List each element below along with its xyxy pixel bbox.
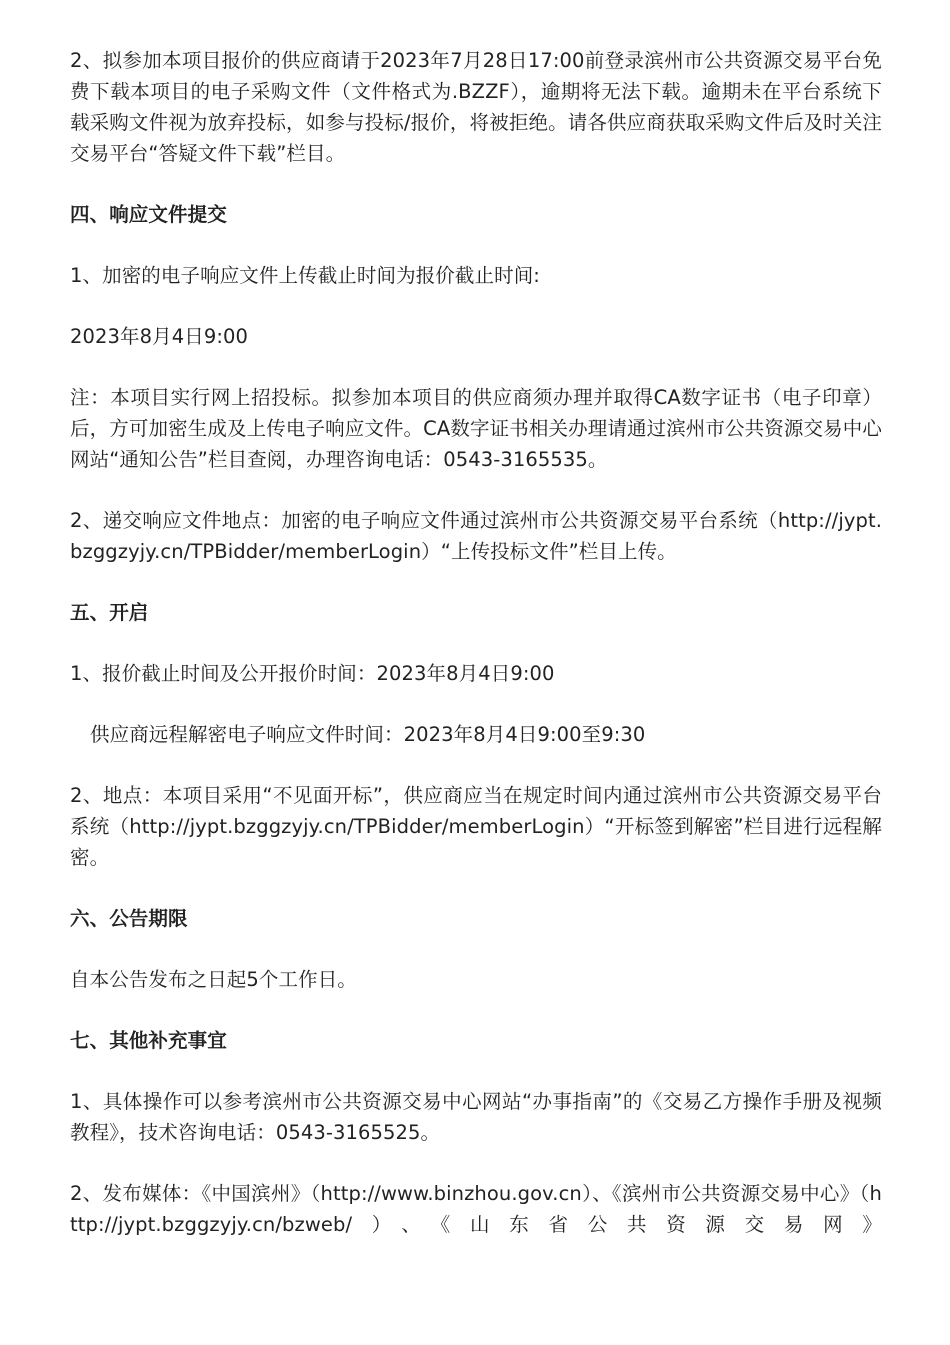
- operation-guide-paragraph: 1、具体操作可以参考滨州市公共资源交易中心网站“办事指南”的《交易乙方操作手册及视频教程》，技术咨询电话：0543-3165525。: [70, 1090, 882, 1144]
- section-heading-other-matters: 七、其他补充事宜: [70, 1029, 227, 1052]
- opening-location-paragraph: 2、地点：本项目采用“不见面开标”，供应商应当在规定时间内通过滨州市公共资源交易平台系统（http://jypt.bzggzyjy.cn/TPBidder/memberLogin）“开标签到解密”栏目进行远程解密。: [70, 784, 882, 869]
- upload-deadline-value: 2023年8月4日9:00: [70, 325, 249, 348]
- purchase-download-paragraph: 2、拟参加本项目报价的供应商请于2023年7月28日17:00前登录滨州市公共资源交易平台免费下载本项目的电子采购文件（文件格式为.BZZF），逾期将无法下载。逾期未在平台系统下载采购文件视为放弃投标，如参与投标/报价，将被拒绝。请各供应商获取采购文件后及时关注交易平台“答疑文件下载”栏目。: [70, 49, 882, 165]
- upload-deadline-label: 1、加密的电子响应文件上传截止时间为报价截止时间:: [70, 264, 540, 287]
- section-heading-notice-period: 六、公告期限: [70, 907, 188, 930]
- section-heading-opening: 五、开启: [70, 601, 149, 624]
- publication-media-paragraph: 2、发布媒体：《中国滨州》（http://www.binzhou.gov.cn）、《滨州市公共资源交易中心》（http://jypt.bzggzyjy.cn/bzweb/）、《山东省公共资源交易网》: [70, 1182, 882, 1236]
- remote-decrypt-time-paragraph: 供应商远程解密电子响应文件时间：2023年8月4日9:00至9:30: [90, 723, 646, 746]
- ca-certificate-note: 注：本项目实行网上招投标。拟参加本项目的供应商须办理并取得CA数字证书（电子印章）后，方可加密生成及上传电子响应文件。CA数字证书相关办理请通过滨州市公共资源交易中心网站“通知公告”栏目查阅，办理咨询电话：0543-3165535。: [70, 386, 882, 471]
- notice-period-paragraph: 自本公告发布之日起5个工作日。: [70, 968, 357, 991]
- submission-location-paragraph: 2、递交响应文件地点：加密的电子响应文件通过滨州市公共资源交易平台系统（http://jypt.bzggzyjy.cn/TPBidder/memberLogin）“上传投标文件”栏目上传。: [70, 509, 882, 563]
- document-page: [70, 45, 882, 1270]
- opening-time-paragraph: 1、报价截止时间及公开报价时间：2023年8月4日9:00: [70, 662, 555, 685]
- section-heading-response-submission: 四、响应文件提交: [70, 203, 227, 226]
